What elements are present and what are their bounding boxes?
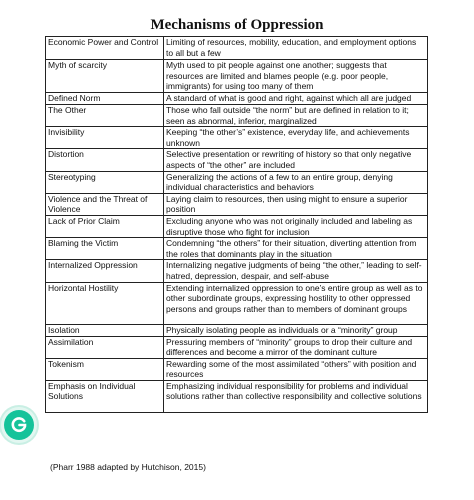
table-row <box>46 380 428 412</box>
table-row <box>46 238 428 260</box>
mechanism-definition: Selective presentation or rewriting of history so that only negative aspects of “the other” are included <box>164 149 428 171</box>
mechanism-definition: Pressuring members of “minority” groups to drop their culture and differences and become a mirror of the dominant culture <box>164 336 428 358</box>
table-row <box>46 336 428 358</box>
mechanism-term: Distortion <box>46 149 164 171</box>
table-row <box>46 171 428 193</box>
table-row <box>46 282 428 324</box>
mechanism-term: Assimilation <box>46 336 164 358</box>
mechanisms-table <box>45 36 428 413</box>
mechanism-definition: Those who fall outside “the norm” but are defined in relation to it; seen as abnormal, inferior, marginalized <box>164 105 428 127</box>
mechanism-term: Invisibility <box>46 127 164 149</box>
mechanism-definition: Emphasizing individual responsibility for problems and individual solutions rather than collective responsibility and collective solutions <box>164 380 428 412</box>
mechanism-definition: Laying claim to resources, then using might to ensure a superior position <box>164 193 428 215</box>
mechanism-term: Stereotyping <box>46 171 164 193</box>
mechanism-definition: Internalizing negative judgments of being “the other,” leading to self-hatred, depression, despair, and self-abuse <box>164 260 428 282</box>
table-row <box>46 93 428 105</box>
mechanism-term: Defined Norm <box>46 93 164 105</box>
mechanism-term: Violence and the Threat of Violence <box>46 193 164 215</box>
mechanism-term: Myth of scarcity <box>46 60 164 93</box>
mechanism-definition: Excluding anyone who was not originally included and labeling as disruptive those who fight for inclusion <box>164 215 428 237</box>
table-row <box>46 324 428 336</box>
mechanism-term: Economic Power and Control <box>46 37 164 60</box>
table-row <box>46 60 428 93</box>
table-row <box>46 149 428 171</box>
mechanism-term: The Other <box>46 105 164 127</box>
grammarly-g-icon <box>9 415 29 435</box>
mechanism-term: Horizontal Hostility <box>46 282 164 324</box>
document-title: Mechanisms of Oppression <box>150 17 324 33</box>
mechanism-term: Lack of Prior Claim <box>46 215 164 237</box>
mechanism-definition: Limiting of resources, mobility, education, and employment options to all but a few <box>164 37 428 60</box>
mechanism-term: Tokenism <box>46 358 164 380</box>
table-row <box>46 37 428 60</box>
table-row <box>46 260 428 282</box>
table-row <box>46 127 428 149</box>
mechanism-term: Blaming the Victim <box>46 238 164 260</box>
mechanism-definition: Keeping “the other’s” existence, everyday life, and achievements unknown <box>164 127 428 149</box>
table-row <box>46 193 428 215</box>
mechanism-definition: Rewarding some of the most assimilated “others” with position and resources <box>164 358 428 380</box>
table-row <box>46 358 428 380</box>
mechanism-definition: A standard of what is good and right, against which all are judged <box>164 93 428 105</box>
table-row <box>46 105 428 127</box>
mechanism-definition: Physically isolating people as individuals or a “minority” group <box>164 324 428 336</box>
mechanism-term: Internalized Oppression <box>46 260 164 282</box>
citation: (Pharr 1988 adapted by Hutchison, 2015) <box>50 462 206 472</box>
mechanism-definition: Extending internalized oppression to one’s entire group as well as to other subordinate groups, expressing hostility to other oppressed persons and groups rather than to members of dominant groups <box>164 282 428 324</box>
mechanism-definition: Myth used to pit people against one another; suggests that resources are limited and blames people (e.g. poor people, immigrants) for using too many of them <box>164 60 428 93</box>
mechanism-definition: Condemning “the others” for their situation, diverting attention from the roles that dominants play in the situation <box>164 238 428 260</box>
mechanism-term: Emphasis on Individual Solutions <box>46 380 164 412</box>
table-row <box>46 215 428 237</box>
grammarly-button[interactable] <box>4 410 34 440</box>
mechanism-term: Isolation <box>46 324 164 336</box>
mechanism-definition: Generalizing the actions of a few to an entire group, denying individual characteristics and behaviors <box>164 171 428 193</box>
